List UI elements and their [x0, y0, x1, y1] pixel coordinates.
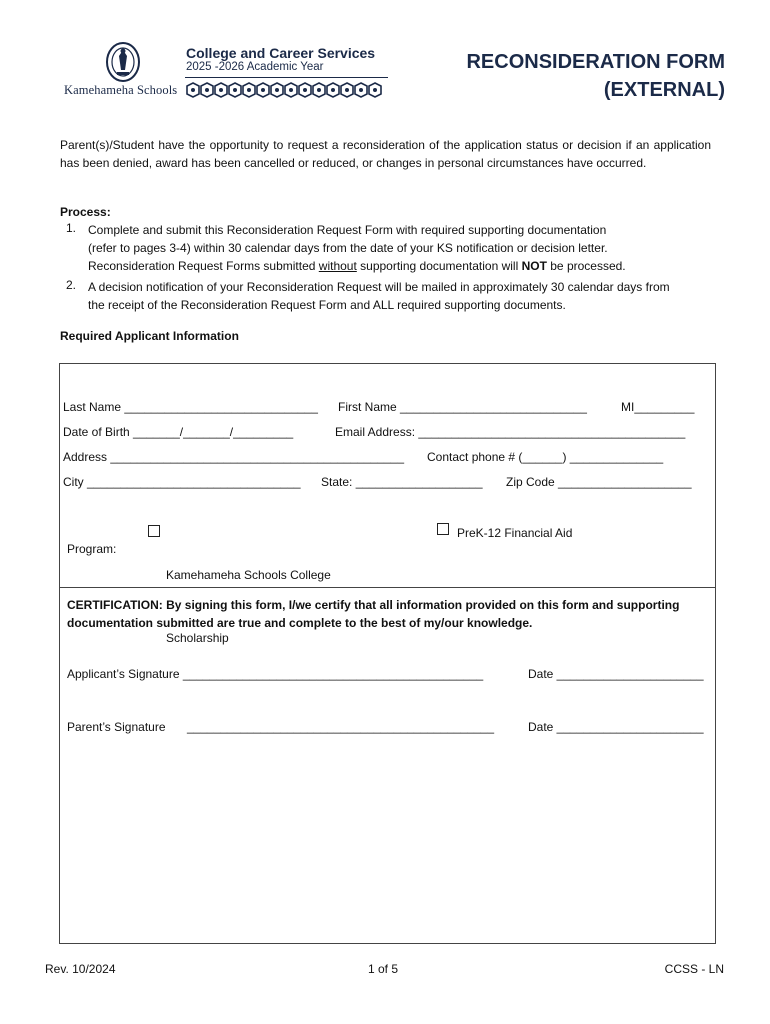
process-label: Process:: [60, 205, 111, 219]
step-2-line1: A decision notification of your Reconsideration Request will be mailed in approximately 30 calendar days from: [88, 280, 670, 294]
first-name-field[interactable]: First Name ____________________________: [338, 400, 587, 414]
ks-college-scholarship-checkbox[interactable]: [148, 525, 160, 537]
prek12-financial-aid-checkbox[interactable]: [437, 523, 449, 535]
box-divider: [59, 587, 716, 588]
form-code: CCSS - LN: [664, 962, 724, 976]
step-1-text-e: be processed.: [546, 259, 626, 273]
step-1-line1: Complete and submit this Reconsideration Request Form with required supporting documentation: [88, 223, 607, 237]
last-name-field[interactable]: Last Name _____________________________: [63, 400, 318, 414]
contact-phone-field[interactable]: Contact phone # (______) ______________: [427, 450, 664, 464]
form-title-line2: (EXTERNAL): [603, 79, 725, 101]
certification-text: CERTIFICATION: By signing this form, I/we certify that all information provided on this form and supporting documentation submitted are true and complete to the best of my/our knowledge.: [67, 598, 680, 630]
applicant-signature-field[interactable]: Applicant’s Signature _____________________________________________: [67, 667, 484, 681]
city-field[interactable]: City ________________________________: [63, 475, 301, 489]
option1-line1: Kamehameha Schools College: [166, 568, 331, 582]
step-2: [88, 278, 713, 314]
step-1-text-c: supporting documentation will: [356, 259, 522, 273]
address-field[interactable]: Address ____________________________________________: [63, 450, 405, 464]
header-rule: [185, 77, 388, 78]
parent-signature-label: Parent’s Signature: [67, 720, 166, 734]
intro-paragraph: Parent(s)/Student have the opportunity to request a reconsideration of the application status or decision if an application has been denied, award has been cancelled or reduced, or changes in personal circumstances have occurred.: [60, 138, 711, 170]
step-1-text-not: NOT: [521, 259, 547, 273]
kamehameha-seal-logo: [105, 42, 141, 86]
org-name: Kamehameha Schools: [64, 83, 178, 97]
step-1-number: 1.: [66, 221, 77, 235]
form-title-line1: RECONSIDERATION FORM: [466, 51, 725, 73]
step-1: [88, 221, 713, 275]
form-title: [466, 48, 725, 104]
revision-date: Rev. 10/2024: [45, 962, 116, 976]
academic-year: 2025 -2026 Academic Year: [186, 61, 324, 73]
parent-signature-field[interactable]: ______________________________________________: [187, 720, 494, 734]
step-1-line2: (refer to pages 3-4) within 30 calendar days from the date of your KS notification or decision letter.: [88, 241, 608, 255]
email-field[interactable]: Email Address: ________________________________________: [335, 425, 686, 439]
prek12-financial-aid-label: PreK-12 Financial Aid: [457, 526, 573, 540]
program-label: Program:: [67, 542, 117, 556]
hexagon-pattern-icon: [186, 81, 388, 101]
page-number: 1 of 5: [368, 962, 399, 976]
option1-line2: Scholarship: [166, 631, 229, 645]
step-1-text-without: without: [318, 259, 357, 273]
state-field[interactable]: State: ___________________: [321, 475, 483, 489]
zip-code-field[interactable]: Zip Code ____________________: [506, 475, 692, 489]
step-2-line2: the receipt of the Reconsideration Request Form and ALL required supporting documents.: [88, 298, 566, 312]
required-info-label: Required Applicant Information: [60, 329, 239, 343]
date-of-birth-field[interactable]: Date of Birth _______/_______/_________: [63, 425, 294, 439]
parent-date-field[interactable]: Date ______________________: [528, 720, 704, 734]
step-2-number: 2.: [66, 278, 77, 292]
step-1-text-a: Reconsideration Request Forms submitted: [88, 259, 319, 273]
applicant-date-field[interactable]: Date ______________________: [528, 667, 704, 681]
department-name: College and Career Services: [186, 45, 376, 61]
middle-initial-field[interactable]: MI_________: [621, 400, 695, 414]
step-1-line3: [88, 257, 713, 275]
